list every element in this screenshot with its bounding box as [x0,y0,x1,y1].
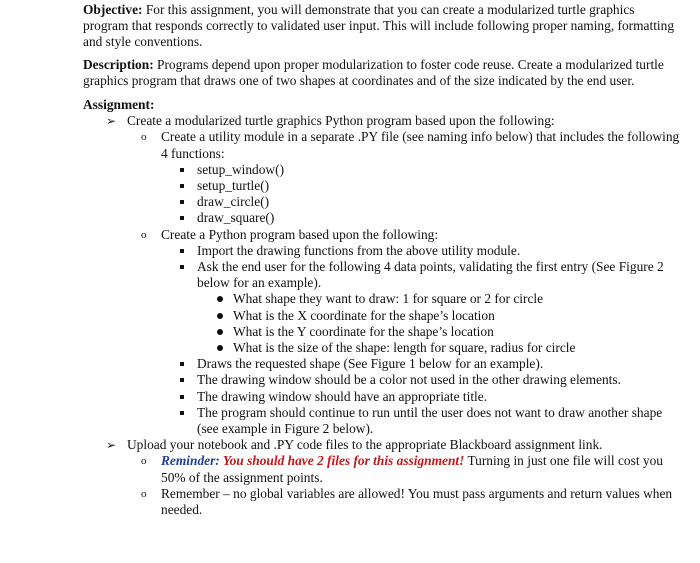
circle-bullet-icon: o [141,455,147,468]
description-label: Description: [83,56,154,72]
reminder-text: Turning in just one file will cost you 50% of the assignment points. [161,453,663,485]
data-point-text: What is the Y coordinate for the shape’s location [233,323,494,339]
list-item [197,291,683,307]
square-bullet-icon [180,378,184,382]
list-item [161,243,683,259]
square-bullet-icon [180,395,184,399]
list-item [161,210,683,226]
remember-text: Remember – no global variables are allowed! You must pass arguments and return values when needed. [161,485,673,518]
list-item [161,356,683,372]
sub-list [127,453,683,518]
list-item [83,113,683,437]
square-bullet-icon [180,362,184,366]
remember-item [127,486,683,518]
list-item-text: Upload your notebook and .PY code files to the appropriate Blackboard assignment link. [127,437,603,453]
description-paragraph [83,57,683,89]
dot-bullet-icon [217,345,223,351]
step-text: Import the drawing functions from the above utility module. [197,242,521,258]
circle-bullet-icon: o [141,228,147,241]
circle-bullet-icon: o [141,487,147,500]
description-text: Programs depend upon proper modularization to foster code reuse. Create a modularized turtle graphics program that draws one of two shapes at coordinates and of the size indicated by the end user. [83,56,664,88]
function-list [161,162,683,227]
list-item-text: Create a utility module in a separate .PY file (see naming info below) that includes the following 4 functions: [161,129,680,161]
step-text: Ask the end user for the following 4 data points, validating the first entry (See Figure 2 below for an example). [197,259,664,291]
list-item [161,162,683,178]
data-point-text: What shape they want to draw: 1 for square or 2 for circle [233,291,544,307]
function-name: draw_circle() [197,194,270,210]
circle-bullet-icon: o [141,131,147,144]
dot-bullet-icon [217,296,223,302]
function-name: setup_turtle() [197,178,270,194]
data-point-text: What is the X coordinate for the shape’s location [233,307,495,323]
square-bullet-icon [180,168,184,172]
reminder-emphasis: You should have 2 files for this assignment! [219,453,465,469]
list-item-text: Create a modularized turtle graphics Python program based upon the following: [127,113,555,129]
data-point-text: What is the size of the shape: length for square, radius for circle [233,340,576,356]
objective-text: For this assignment, you will demonstrate that you can create a modularized turtle graphics program that responds correctly to validated user input. This will include following proper naming, formatting and style conventions. [83,2,675,50]
square-bullet-icon [180,411,184,415]
square-bullet-icon [180,216,184,220]
list-item [197,324,683,340]
list-item [197,340,683,356]
function-name: draw_square() [197,210,275,226]
function-name: setup_window() [197,161,285,177]
assignment-document [83,2,683,518]
square-bullet-icon [180,265,184,269]
arrow-bullet-icon: ➢ [106,438,117,453]
square-bullet-icon [180,184,184,188]
reminder-label: Reminder: [161,453,220,469]
dot-bullet-icon [217,329,223,335]
square-bullet-icon [180,200,184,204]
sub-list [127,129,683,437]
square-bullet-icon [180,249,184,253]
list-item [197,308,683,324]
list-item [161,259,683,356]
data-points-list [197,291,683,356]
step-text: The drawing window should have an appropriate title. [197,388,488,404]
list-item [127,227,683,438]
list-item [161,372,683,388]
arrow-bullet-icon: ➢ [106,114,117,129]
list-item [161,178,683,194]
assignment-list [83,113,683,518]
steps-list [161,243,683,437]
list-item-text: Create a Python program based upon the following: [161,226,439,242]
list-item [161,389,683,405]
assignment-heading: Assignment: [83,97,155,113]
reminder-item [127,453,683,485]
objective-paragraph [83,2,683,51]
step-text: The program should continue to run until the user does not want to draw another shape (see example in Figure 2 below). [197,404,663,437]
step-text: The drawing window should be a color not used in the other drawing elements. [197,372,621,388]
list-item [161,405,683,437]
list-item [127,129,683,226]
dot-bullet-icon [217,313,223,319]
list-item [83,437,683,518]
list-item [161,194,683,210]
objective-label: Objective: [83,2,143,17]
step-text: Draws the requested shape (See Figure 1 below for an example). [197,356,544,372]
